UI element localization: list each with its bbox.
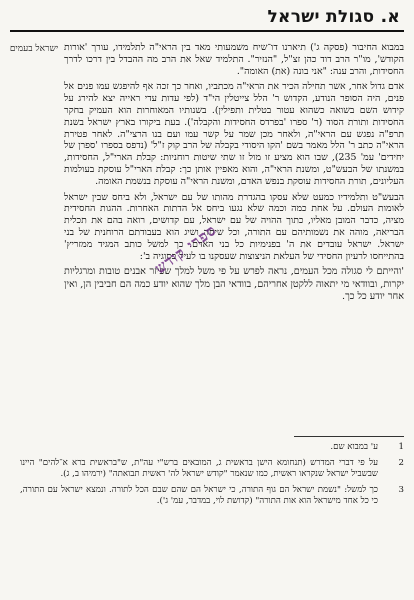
footnote-2 <box>20 458 404 480</box>
footnote-number: 1 <box>398 442 404 452</box>
block-quote: 'והייתם לי סגולה מכל העמים, נראה לפרש על פי משל למלך שפיזר אבנים טובות ומרגליות יקרות, ובוודאי מי יתאוה ללקטן אחריהם, בוודאי הבן מלך שהוא יודע כמה הם חביבין הן, ואין אחר יודע כל כך. <box>64 266 404 302</box>
paragraph-3: הבעש"ט ותלמידיו כמעט שלא עסקו בהגדרת מהותו של עם ישראל, ולא ביחס שבין ישראל לאומות העולם. על אחת כמה וכמה שלא נגעו ביחס אל הדתות האחרות. ההגות החסידית מציה, כדבר המובן מאליו, כתוך ההויה של עם ישראל, עם קדושים, רואה בהם את תכלית הבריאה, מוהה את נשמותיהם עם התורה, וכל שיחה ושיג הוא בעבודתם הרוחנית של בני ישראל. ישראל עובדים את ה' בפנימיות כל בני האדם. כך למשל כותב המגיד ממזריץ' בהתייחסו לרעיון החסידי של העלאת הניצוצות שעסקנו בו לעיל בסוגיה ב': <box>64 191 404 262</box>
footnote-divider <box>294 436 404 437</box>
footnote-text: ע' במבוא שם. <box>330 442 378 452</box>
paragraph-1: במבוא החיבור (פסקה ג') תיארנו דו־שיח משמעותי מאד בין הראי"ה לתלמידו, עורך 'אורות הקודש', מו"ר הרב דוד כהן זצ"ל, "הנזיר". התלמיד שאל את הרב מה ההבדל בין דרכו לדרך החסידות, והרב ענה: "אני בונה (את) האומה". <box>64 42 404 77</box>
chapter-header <box>10 6 404 32</box>
footnote-3 <box>20 485 404 507</box>
footnote-text: כך למשל: "נשמת ישראל הם גוף התורה, כי ישראל הם שהם שבם הכל לתורה. ונמצא ישראל עם התורה, כי כל אחד מישראל הוא אות התורה" (קדושת לוי, במדבר, עמ' ג'). <box>20 485 378 506</box>
footnote-number: 2 <box>398 458 404 468</box>
main-text <box>64 42 404 430</box>
footnote-number: 3 <box>398 485 404 495</box>
margin-note: ישראל בעמים <box>9 44 59 54</box>
footnote-text: על פי דברי המדרש (תנחומא הישן בראשית ג, המובאים ברש"י עה"ת, ש"בראשית ברא א־להים" היינו שבשביל ישראל שנקראו ראשית, כמו שנאמר "קודש ישראל לה' ראשית תבואתה" (ירמיהו ב, ג). <box>20 458 378 479</box>
chapter-title: א. סגולת ישראל <box>267 7 400 27</box>
paragraph-2: אדם גדול אחר, אשר תחילה הכיר את הראי"ה מכתביו, ואחר כך זכה אף להיפגש עמו פנים אל פנים, היה הסופר הנודע, הקדוש ר' הלל צייטלין הי"ד (לפי עדות עדי ראייה יצא להירג על קידוש השם בשואה כשהוא עטור בטלית ותפילין). בשנותיו המאוחרות הוא העמיק בחקר החסידות ותורת הסוד (ר' ספרו 'בפרדס החסידות והקבלה'). בעת ביקורו בארץ ישראל בשנת תרפ"ה נפגש עם הראי"ה, ולאחר מכן שמר על קשר עמו ועם בנו הרצי"ה. לאחר פטירת הראי"ה כתב ר' הלל מאמר בשם 'הקו היסודי בקבלה של הרב קוק ז"ל' (נדפס בספרו 'ספרן של יחידים' עמ' 235), שבו הוא מציע זו מול זו שתי שיטות רוחניות: קבלת הארי"ל, החסידות, במשנתו של הבעש"ט, ומשנת הראי"ה, והוא מאפיין אותן כך: קבלת הארי"ל עוסקת בעולמות העליונים, תורת החסידות עוסקת בנפש האדם, ומשנת הראי"ה עוסקת בנשמת האומה. <box>64 81 404 187</box>
footnote-1 <box>20 442 404 453</box>
library-stamp: ספרי קודש <box>151 220 221 278</box>
footnotes <box>20 442 404 592</box>
